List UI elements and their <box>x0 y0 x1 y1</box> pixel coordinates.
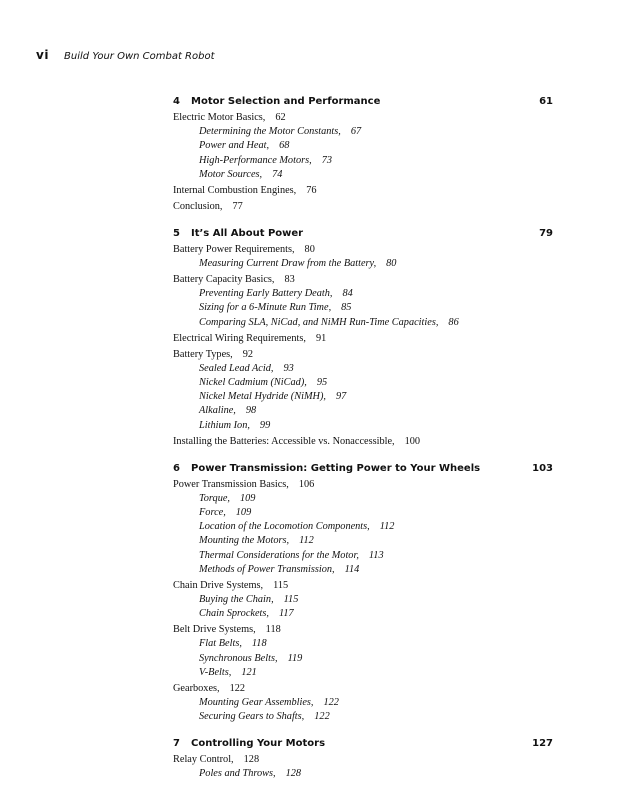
entry-title: Nickel Cadmium (NiCad), <box>199 376 307 388</box>
chapter-spacer <box>173 214 553 220</box>
entry-title: Battery Capacity Basics, <box>173 274 275 286</box>
entry-page-number: 92 <box>242 348 254 360</box>
toc-entry <box>173 184 553 198</box>
entry-title: Synchronous Belts, <box>199 652 278 664</box>
toc-subentry <box>173 492 553 506</box>
entry-page-number: 80 <box>304 243 315 255</box>
toc-subentry <box>173 534 553 548</box>
entry-page-number: 112 <box>299 535 314 547</box>
entry-title: Force, <box>199 507 226 519</box>
toc-subentry <box>173 362 553 376</box>
entry-title: Determining the Motor Constants, <box>199 126 341 138</box>
toc-entry <box>173 682 553 696</box>
entry-title: Installing the Batteries: Accessible vs. Nonaccessible, <box>173 435 395 447</box>
toc-entry <box>173 332 553 346</box>
entry-page-number: 74 <box>272 168 283 180</box>
toc-subentry <box>173 549 553 563</box>
toc-subentry <box>173 637 553 651</box>
chapter-spacer <box>173 724 553 730</box>
book-title: Build Your Own Combat Robot <box>64 51 215 62</box>
toc-subentry <box>173 168 553 182</box>
entry-page-number: 122 <box>314 711 330 723</box>
toc-entry <box>173 243 553 257</box>
toc-subentry <box>173 404 553 418</box>
chapter-section <box>173 734 553 781</box>
entry-page-number: 114 <box>344 563 360 575</box>
entry-title: Nickel Metal Hydride (NiMH), <box>199 391 326 403</box>
entry-title: Electrical Wiring Requirements, <box>173 332 306 344</box>
chapter-section <box>173 224 553 449</box>
entry-title: Sealed Lead Acid, <box>199 362 274 374</box>
toc-subentry <box>173 376 553 390</box>
entry-page-number: 76 <box>306 184 317 196</box>
toc-entry <box>173 579 553 593</box>
entry-page-number: 80 <box>386 258 397 270</box>
entry-title: Chain Sprockets, <box>199 608 269 620</box>
entry-page-number: 77 <box>232 200 243 212</box>
toc-subentry <box>173 139 553 153</box>
toc-subentry <box>173 390 553 404</box>
entry-title: Relay Control, <box>173 754 234 766</box>
entry-title: Sizing for a 6-Minute Run Time, <box>199 302 332 314</box>
entry-title: Torque, <box>199 492 230 504</box>
entry-title: Methods of Power Transmission, <box>199 563 335 575</box>
entry-page-number: 109 <box>240 492 256 504</box>
entry-title: Gearboxes, <box>173 682 220 694</box>
toc-entry <box>173 623 553 637</box>
toc-subentry <box>173 154 553 168</box>
toc-subentry <box>173 506 553 520</box>
entry-page-number: 83 <box>284 274 295 286</box>
toc-subentry <box>173 666 553 680</box>
entry-title: Buying the Chain, <box>199 594 274 606</box>
entry-page-number: 122 <box>229 682 246 694</box>
toc-subentry <box>173 520 553 534</box>
page-number: vi <box>36 48 49 62</box>
entry-title: Comparing SLA, NiCad, and NiMH Run-Time Capacities, <box>199 316 439 328</box>
entry-page-number: 93 <box>283 362 294 374</box>
entry-title: Preventing Early Battery Death, <box>199 288 333 300</box>
entry-title: Lithium Ion, <box>199 419 250 431</box>
entry-page-number: 67 <box>350 126 362 138</box>
entry-page-number: 91 <box>315 332 327 344</box>
entry-title: Power and Heat, <box>199 140 270 152</box>
chapter-number: 4 <box>173 96 180 107</box>
entry-title: Belt Drive Systems, <box>173 624 256 636</box>
entry-title: Power Transmission Basics, <box>173 478 289 490</box>
entry-page-number: 128 <box>243 754 260 766</box>
entry-page-number: 112 <box>379 521 395 533</box>
entry-page-number: 73 <box>321 154 332 166</box>
entry-page-number: 119 <box>287 652 303 664</box>
entry-page-number: 122 <box>323 696 339 708</box>
chapter-page-number: 79 <box>539 227 553 239</box>
chapter-title: It’s All About Power <box>191 227 304 239</box>
toc-subentry <box>173 287 553 301</box>
chapter-page-number: 127 <box>532 738 553 750</box>
toc-entry <box>173 273 553 287</box>
toc-subentry <box>173 593 553 607</box>
entry-page-number: 109 <box>235 507 252 519</box>
toc-entry <box>173 435 553 449</box>
chapter-number: 6 <box>173 462 180 474</box>
entry-title: Internal Combustion Engines, <box>173 184 297 196</box>
entry-title: Thermal Considerations for the Motor, <box>199 549 359 561</box>
toc-entry <box>173 200 553 214</box>
chapter-section <box>173 459 553 725</box>
toc-subentry <box>173 767 553 781</box>
entry-title: Securing Gears to Shafts, <box>199 711 305 723</box>
toc-subentry <box>173 301 553 315</box>
entry-page-number: 97 <box>335 391 347 403</box>
entry-page-number: 117 <box>278 608 294 620</box>
entry-page-number: 106 <box>298 478 315 490</box>
chapter-heading <box>173 459 553 478</box>
toc-entry <box>173 753 553 767</box>
chapter-title: Motor Selection and Performance <box>191 96 381 107</box>
entry-page-number: 95 <box>316 376 328 388</box>
entry-title: Measuring Current Draw from the Battery, <box>199 258 377 270</box>
entry-title: Chain Drive Systems, <box>173 579 264 591</box>
table-of-contents <box>173 88 553 782</box>
entry-page-number: 84 <box>342 288 353 300</box>
entry-title: Mounting the Motors, <box>199 535 290 547</box>
entry-page-number: 118 <box>265 624 281 636</box>
entry-title: Flat Belts, <box>199 638 242 650</box>
entry-title: Battery Types, <box>173 348 233 360</box>
entry-page-number: 62 <box>275 112 286 123</box>
entry-title: Battery Power Requirements, <box>173 243 295 255</box>
chapter-heading-left <box>173 734 325 753</box>
toc-subentry <box>173 710 553 724</box>
toc-subentry <box>173 563 553 577</box>
chapter-heading <box>173 734 553 753</box>
entry-page-number: 86 <box>448 316 459 328</box>
chapter-number: 7 <box>173 738 180 750</box>
chapter-title: Power Transmission: Getting Power to Your Wheels <box>191 462 481 474</box>
entry-title: Alkaline, <box>199 405 236 417</box>
running-header <box>36 44 215 63</box>
chapter-heading <box>173 224 553 243</box>
entry-title: Electric Motor Basics, <box>173 112 266 123</box>
toc-subentry <box>173 125 553 139</box>
toc-entry <box>173 111 553 125</box>
entry-page-number: 115 <box>283 594 299 606</box>
entry-page-number: 121 <box>241 666 257 678</box>
toc-subentry <box>173 652 553 666</box>
chapter-page-number: 61 <box>539 96 553 107</box>
entry-page-number: 98 <box>245 405 257 417</box>
chapter-heading <box>173 92 553 111</box>
entry-title: High-Performance Motors, <box>199 154 312 166</box>
entry-page-number: 68 <box>279 140 290 152</box>
toc-subentry <box>173 696 553 710</box>
chapter-spacer <box>173 449 553 455</box>
entry-page-number: 128 <box>285 768 302 780</box>
entry-title: Location of the Locomotion Components, <box>199 521 370 533</box>
entry-page-number: 99 <box>259 419 271 431</box>
toc-entry <box>173 478 553 492</box>
toc-subentry <box>173 257 553 271</box>
toc-entry <box>173 348 553 362</box>
entry-title: Poles and Throws, <box>199 768 276 780</box>
toc-subentry <box>173 316 553 330</box>
chapter-heading-left <box>173 92 380 111</box>
entry-page-number: 115 <box>273 579 289 591</box>
chapter-section <box>173 92 553 214</box>
entry-title: V-Belts, <box>199 666 232 678</box>
toc-subentry <box>173 419 553 433</box>
entry-page-number: 118 <box>251 638 267 650</box>
chapter-number: 5 <box>173 227 180 239</box>
chapter-heading-left <box>173 459 480 478</box>
chapter-title: Controlling Your Motors <box>191 738 326 750</box>
entry-page-number: 100 <box>404 435 421 447</box>
entry-title: Mounting Gear Assemblies, <box>199 696 314 708</box>
toc-subentry <box>173 607 553 621</box>
chapter-heading-left <box>173 224 303 243</box>
chapter-page-number: 103 <box>532 462 553 474</box>
entry-page-number: 85 <box>341 302 352 314</box>
entry-title: Motor Sources, <box>199 168 263 180</box>
entry-page-number: 113 <box>368 549 384 561</box>
entry-title: Conclusion, <box>173 200 223 212</box>
